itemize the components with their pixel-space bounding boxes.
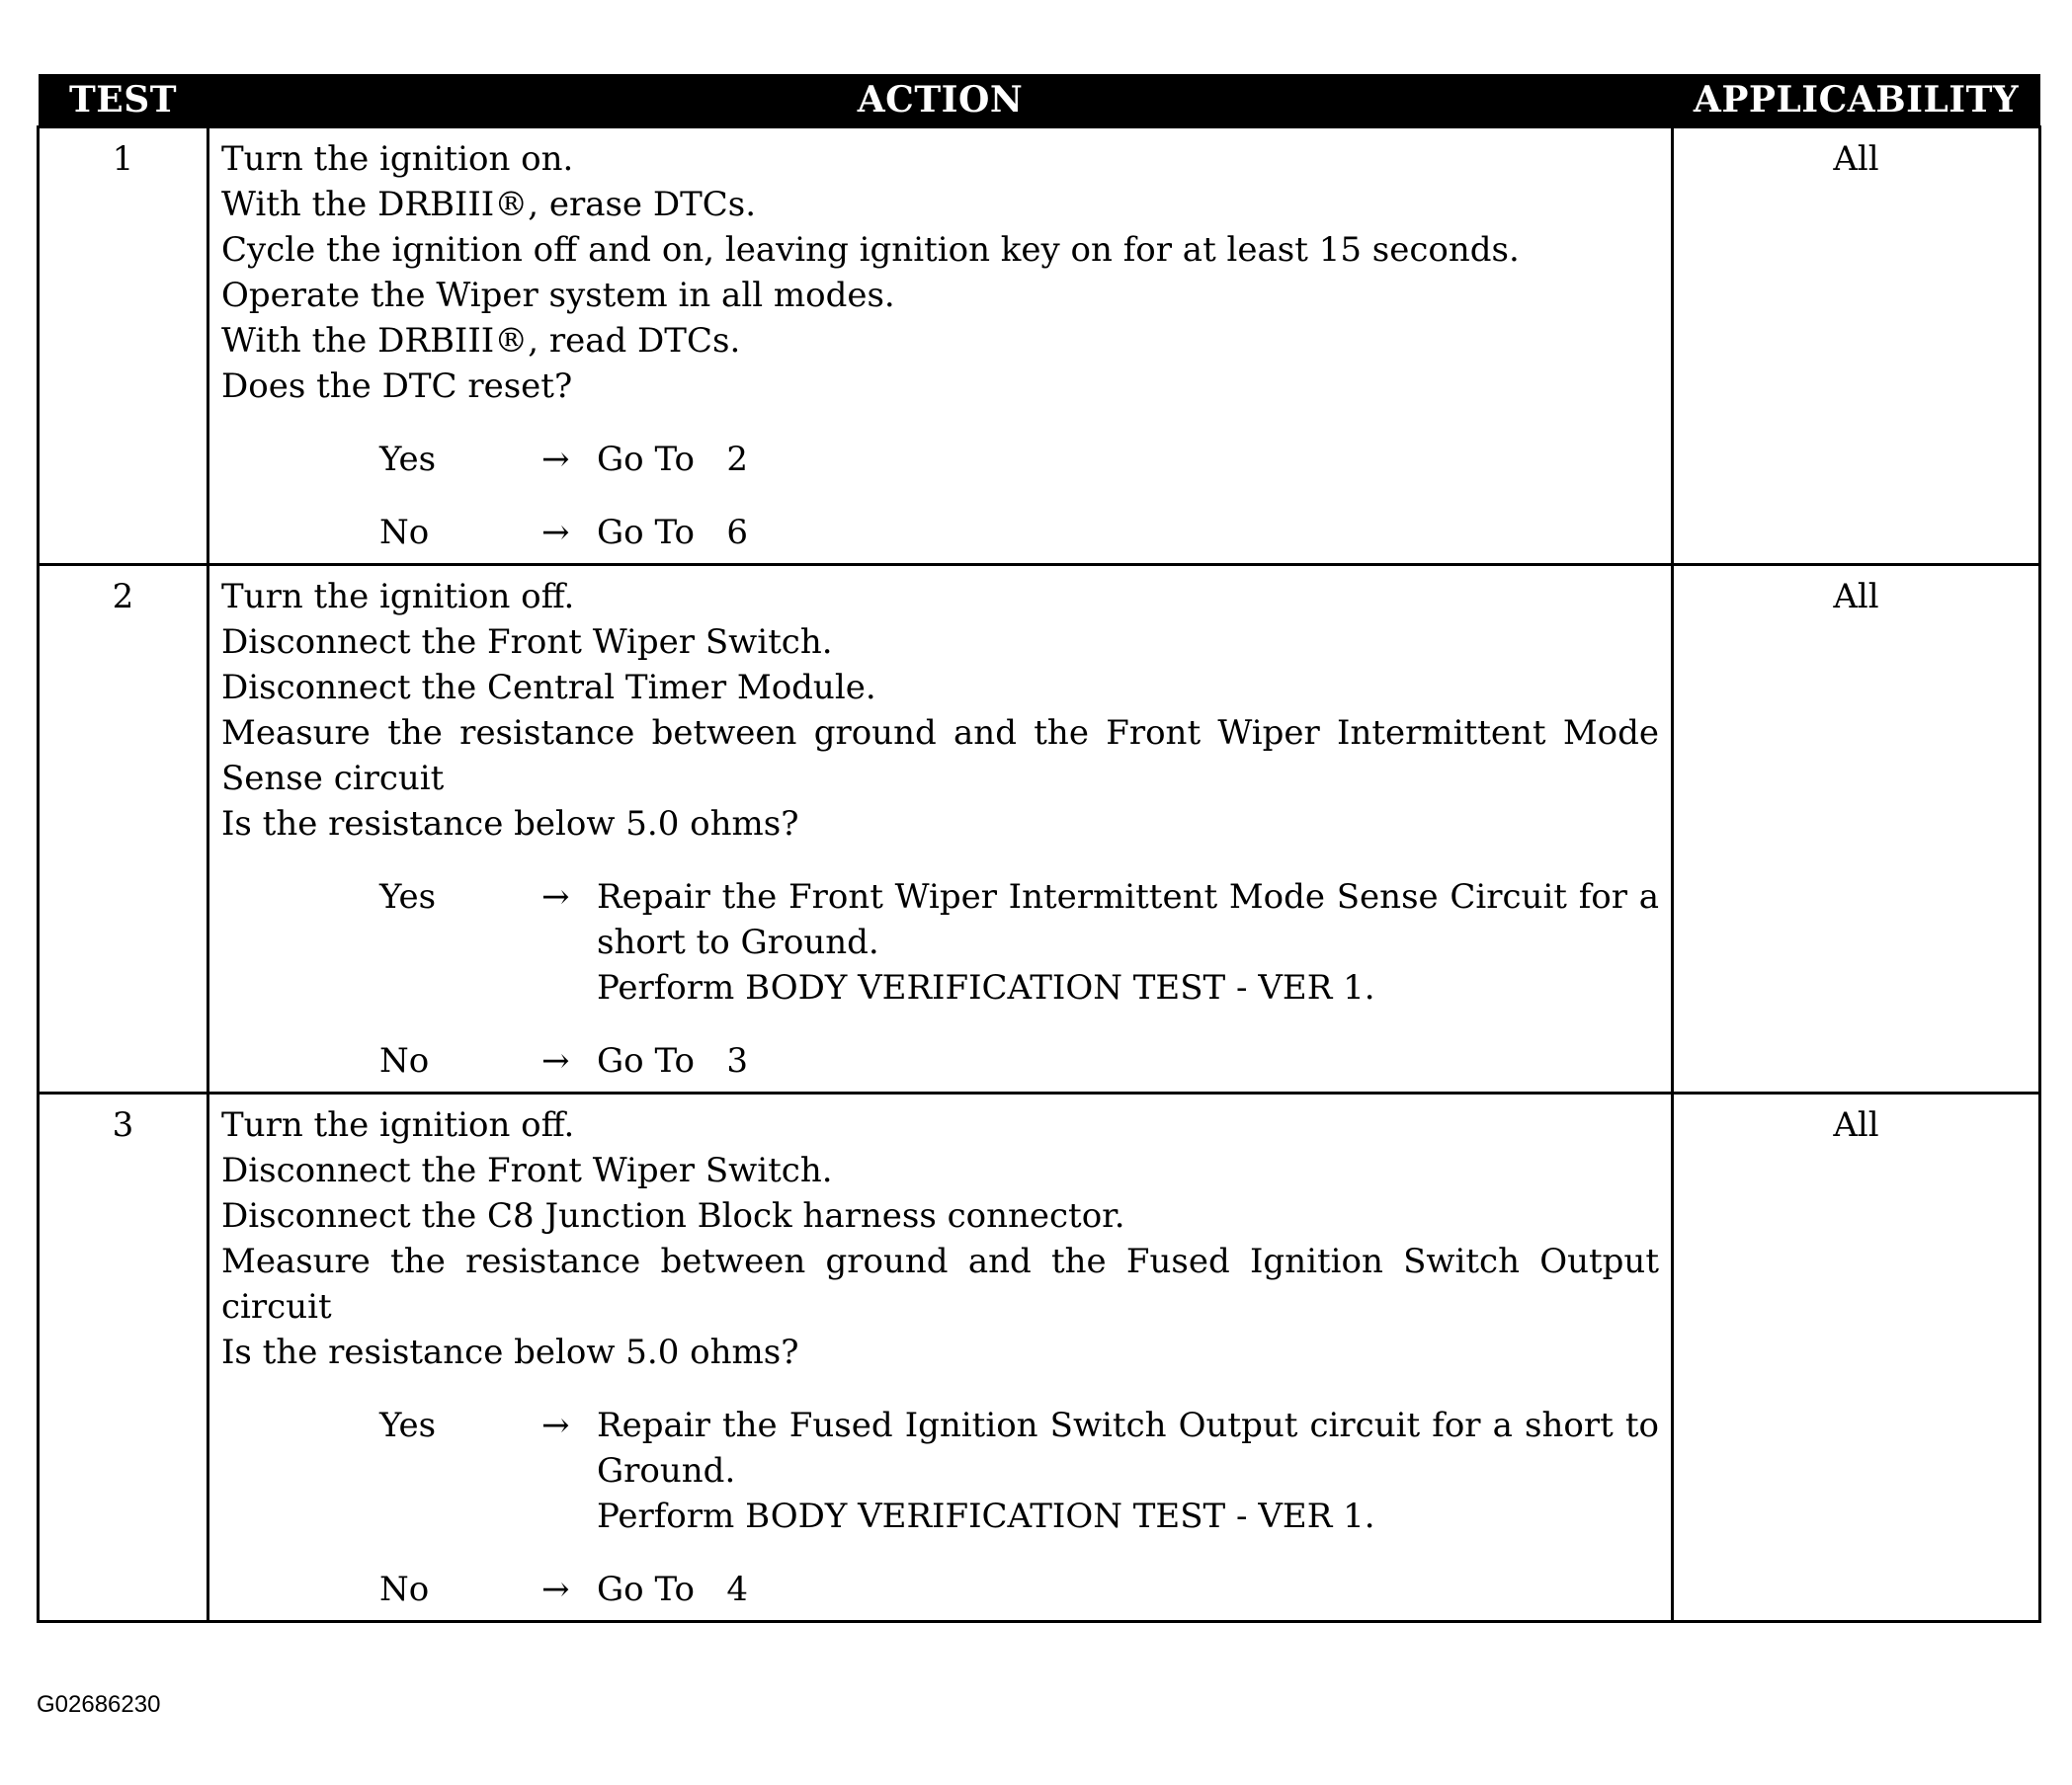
result-label: Yes (379, 877, 437, 917)
action-step: Disconnect the Front Wiper Switch. (221, 622, 833, 662)
action-step: Turn the ignition off. (221, 577, 575, 616)
action-step: Operate the Wiper system in all modes. (221, 276, 895, 315)
table-row (39, 565, 2040, 1094)
action-cell (208, 1094, 1673, 1622)
right-arrow-icon: → (541, 877, 570, 917)
result-destination (597, 874, 1670, 1011)
result-destination (597, 1403, 1670, 1539)
result-label: Yes (379, 440, 437, 479)
action-step: Turn the ignition off. (221, 1105, 575, 1145)
result-label: No (379, 1041, 430, 1081)
applicability-cell: All (1673, 565, 2040, 1094)
result-destination (597, 437, 1659, 482)
action-step: With the DRBIII®, read DTCs. (221, 321, 741, 361)
yes-result (221, 437, 1659, 482)
action-step: Disconnect the C8 Junction Block harness connector. (221, 1196, 1125, 1236)
result-label: No (379, 513, 430, 552)
action-step: With the DRBIII®, erase DTCs. (221, 185, 757, 224)
action-step: Turn the ignition on. (221, 139, 574, 179)
result-line: Go To 2 (597, 440, 748, 479)
action-step: Is the resistance below 5.0 ohms? (221, 1333, 799, 1372)
right-arrow-icon: → (541, 440, 570, 479)
applicability-cell: All (1673, 127, 2040, 565)
right-arrow-icon: → (541, 513, 570, 552)
header-test: TEST (39, 74, 208, 127)
action-step: Disconnect the Front Wiper Switch. (221, 1151, 833, 1190)
yes-result (221, 1403, 1670, 1539)
table-header-row (39, 74, 2040, 127)
action-step: Is the resistance below 5.0 ohms? (221, 804, 799, 844)
action-step: Disconnect the Central Timer Module. (221, 668, 876, 707)
right-arrow-icon: → (541, 1406, 570, 1445)
diagnostic-test-table (37, 74, 2041, 1623)
test-number: 2 (39, 565, 208, 1094)
result-destination (597, 1038, 1659, 1084)
table-row (39, 127, 2040, 565)
result-line: Go To 6 (597, 513, 748, 552)
action-step: Does the DTC reset? (221, 366, 573, 406)
result-line: Repair the Front Wiper Intermittent Mode Sense Circuit for a short to Ground. (597, 877, 1670, 962)
result-line: Perform BODY VERIFICATION TEST - VER 1. (597, 968, 1375, 1008)
right-arrow-icon: → (541, 1041, 570, 1081)
test-number: 3 (39, 1094, 208, 1622)
action-cell (208, 127, 1673, 565)
yes-result (221, 874, 1670, 1011)
result-line: Repair the Fused Ignition Switch Output circuit for a short to Ground. (597, 1406, 1670, 1491)
table-row (39, 1094, 2040, 1622)
applicability-cell: All (1673, 1094, 2040, 1622)
no-result (221, 1567, 1659, 1612)
figure-id: G02686230 (37, 1691, 161, 1718)
header-action: ACTION (208, 74, 1673, 127)
action-step: Cycle the ignition off and on, leaving ignition key on for at least 15 seconds. (221, 230, 1520, 270)
no-result (221, 510, 1659, 555)
result-line: Go To 4 (597, 1570, 748, 1609)
result-destination (597, 1567, 1659, 1612)
result-line: Go To 3 (597, 1041, 748, 1081)
result-label: Yes (379, 1406, 437, 1445)
result-destination (597, 510, 1659, 555)
no-result (221, 1038, 1659, 1084)
action-cell (208, 565, 1673, 1094)
result-label: No (379, 1570, 430, 1609)
test-number: 1 (39, 127, 208, 565)
result-line: Perform BODY VERIFICATION TEST - VER 1. (597, 1497, 1375, 1536)
action-step: Measure the resistance between ground and the Fused Ignition Switch Output circuit (221, 1242, 1659, 1327)
header-applicability: APPLICABILITY (1673, 74, 2040, 127)
right-arrow-icon: → (541, 1570, 570, 1609)
action-step: Measure the resistance between ground and the Front Wiper Intermittent Mode Sense circuit (221, 713, 1659, 798)
table-body (39, 127, 2040, 1622)
